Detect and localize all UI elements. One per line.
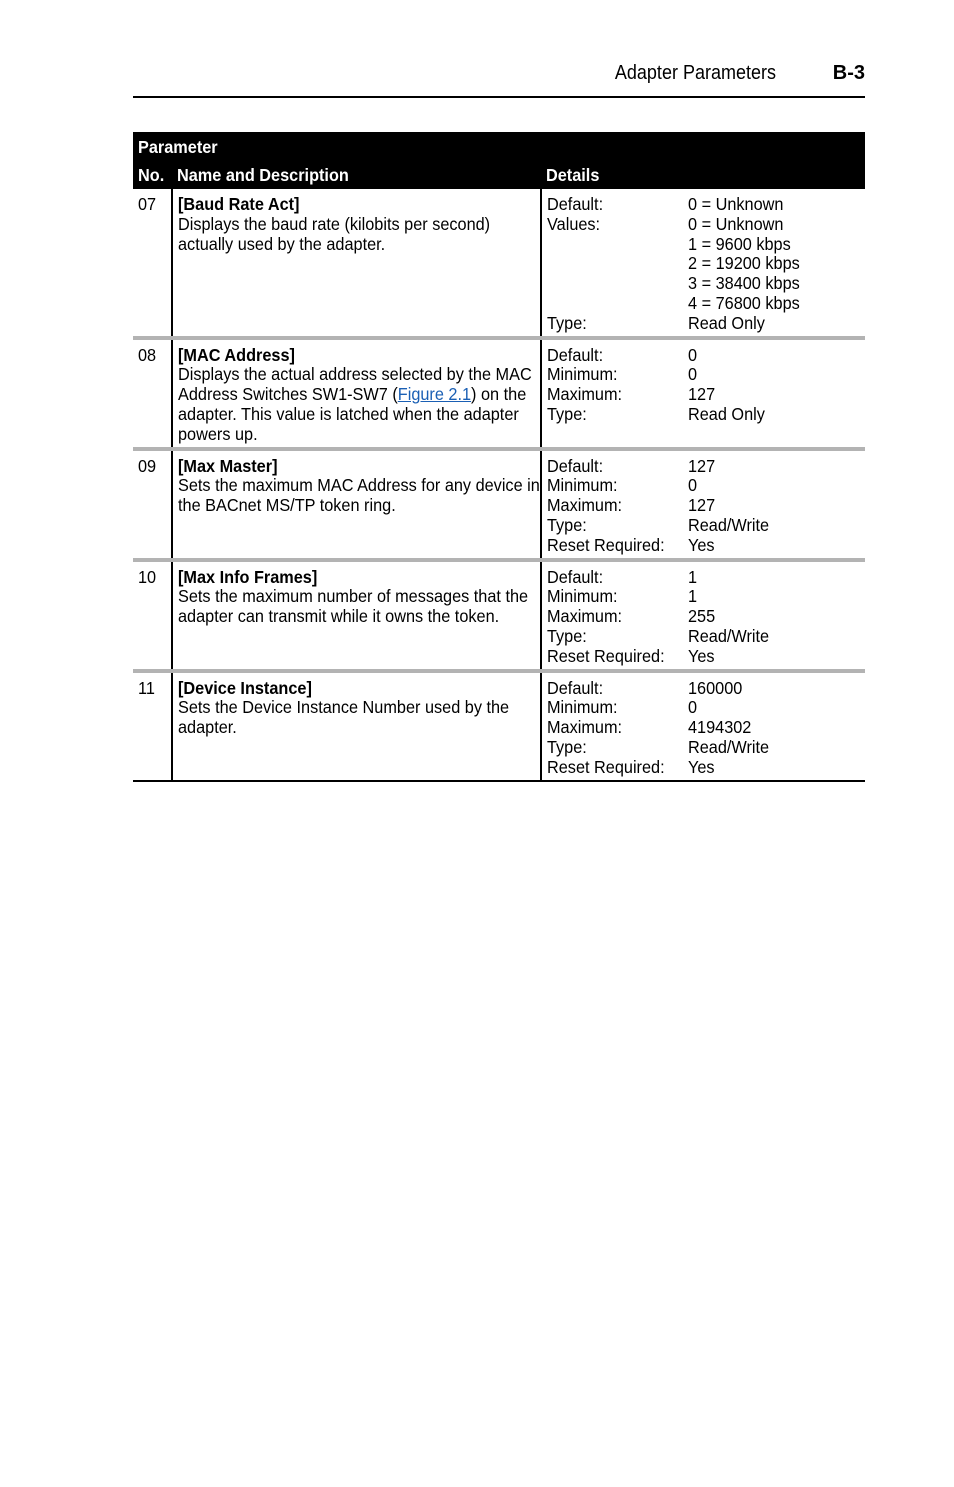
param-description: powers up. <box>178 423 258 444</box>
table-row <box>133 189 865 338</box>
param-number: 11 <box>133 671 172 781</box>
detail-values: 0 0 127 Read Only <box>683 338 865 449</box>
page-number: B-3 <box>832 62 865 84</box>
parameter-table <box>133 132 865 782</box>
param-name: [MAC Address] <box>178 344 295 365</box>
header-parameter: Parameter <box>133 132 541 158</box>
param-description: Sets the maximum number of messages that the <box>178 586 529 607</box>
detail-labels: Default: Minimum: Maximum: Type: Reset Required: <box>541 671 683 781</box>
param-number: 08 <box>133 338 172 449</box>
param-description: Sets the maximum MAC Address for any device in <box>178 475 540 496</box>
param-description: the BACnet MS/TP token ring. <box>178 495 396 516</box>
param-number: 09 <box>133 449 172 560</box>
table-row <box>133 560 865 671</box>
param-name: [Baud Rate Act] <box>178 194 300 214</box>
table-row <box>133 449 865 560</box>
detail-labels: Default: Minimum: Maximum: Type: <box>541 338 683 449</box>
param-name-description <box>172 338 541 449</box>
param-description: adapter. <box>178 717 237 738</box>
param-description: adapter can transmit while it owns the token. <box>178 606 500 627</box>
detail-values: 0 = Unknown 0 = Unknown 1 = 9600 kbps 2 = 19200 kbps 3 = 38400 kbps 4 = 76800 kbps Read Only <box>683 189 865 338</box>
figure-link[interactable]: Figure 2.1 <box>397 384 472 405</box>
detail-labels: Default: Minimum: Maximum: Type: Reset Required: <box>541 560 683 671</box>
param-name: [Max Master] <box>178 455 278 476</box>
param-number: 10 <box>133 560 172 671</box>
table-row <box>133 338 865 449</box>
param-name: [Device Instance] <box>178 677 312 698</box>
param-description: Sets the Device Instance Number used by the <box>178 697 510 718</box>
param-name-description <box>172 189 541 338</box>
param-description: Address Switches SW1-SW7 (Figure 2.1) on the <box>178 384 527 405</box>
detail-values: 160000 0 4194302 Read/Write Yes <box>683 671 865 781</box>
param-name-description <box>172 560 541 671</box>
param-name-description <box>172 671 541 781</box>
param-description: Displays the actual address selected by the MAC <box>178 364 532 385</box>
table-row <box>133 671 865 781</box>
detail-labels: Default: Minimum: Maximum: Type: Reset Required: <box>541 449 683 560</box>
table-header-row-2 <box>133 158 865 189</box>
param-description: Displays the baud rate (kilobits per second) <box>178 213 491 234</box>
section-title: Adapter Parameters <box>614 62 776 84</box>
param-name: [Max Info Frames] <box>178 566 318 587</box>
detail-values: 1 1 255 Read/Write Yes <box>683 560 865 671</box>
detail-labels: Default: Values: Type: <box>541 189 683 338</box>
header-no: No. <box>133 158 172 189</box>
header-details: Details <box>541 158 865 189</box>
param-name-description <box>172 449 541 560</box>
param-number: 07 <box>133 189 172 338</box>
param-description: adapter. This value is latched when the adapter <box>178 403 519 424</box>
page-header <box>133 58 865 98</box>
param-description: actually used by the adapter. <box>178 233 386 254</box>
detail-values: 127 0 127 Read/Write Yes <box>683 449 865 560</box>
table-header-row-1 <box>133 132 865 158</box>
header-name: Name and Description <box>172 158 541 189</box>
